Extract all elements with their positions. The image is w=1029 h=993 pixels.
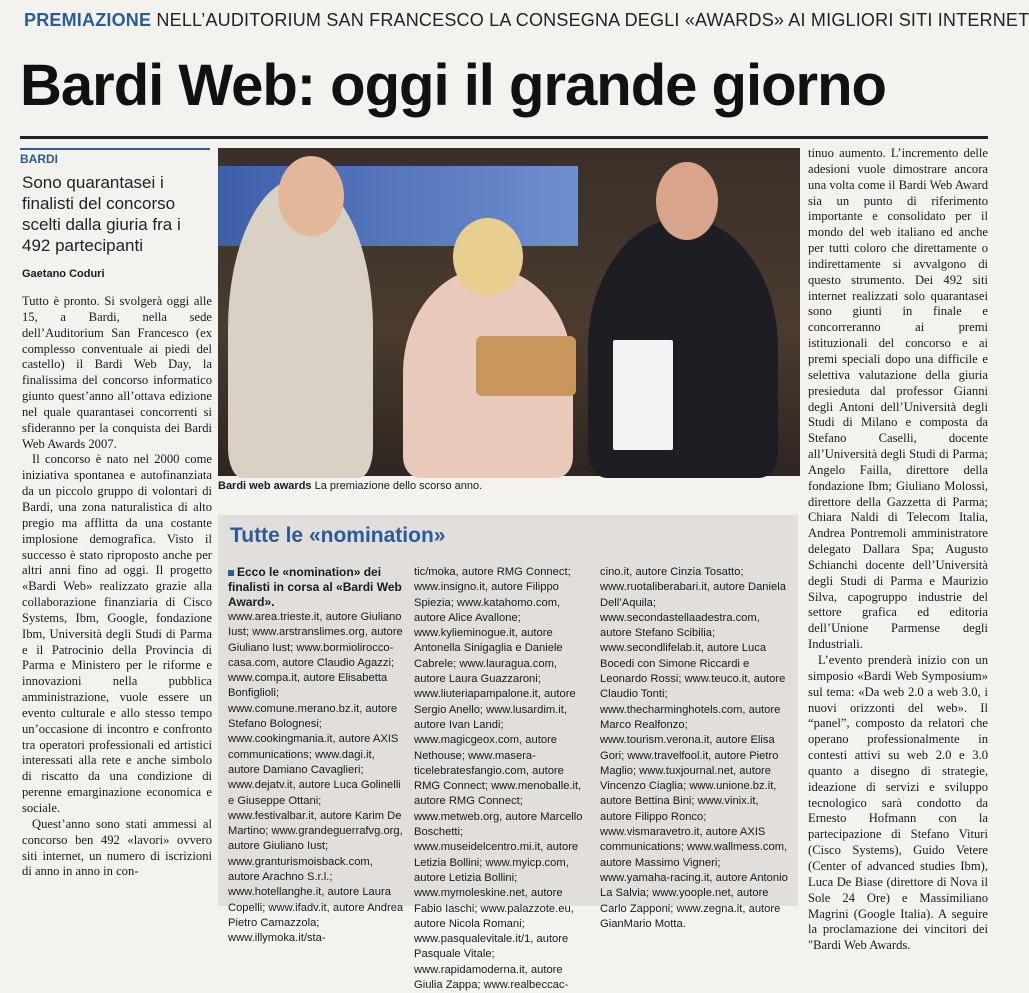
caption-text: La premiazione dello scorso anno. (314, 480, 483, 492)
nomination-box-title: Tutte le «nomination» (230, 524, 446, 547)
kicker-label: PREMIAZIONE (24, 10, 152, 30)
section-tag-label: BARDI (20, 152, 58, 166)
byline: Gaetano Coduri (22, 268, 105, 280)
kicker (24, 10, 1029, 38)
article-column-4 (808, 146, 988, 953)
subhead: Sono quarantasei i finalisti del concorso scelti dalla giuria fra i 492 partecipanti (22, 173, 181, 255)
square-bullet-icon (228, 570, 234, 576)
kicker-text: NELL’AUDITORIUM SAN FRANCESCO LA CONSEGNA DEGLI «AWARDS» AI MIGLIORI SITI INTERNET (156, 10, 1029, 30)
man-right-head (656, 162, 718, 240)
caption-bold: Bardi web awards (218, 480, 312, 492)
award-trophy (476, 336, 576, 396)
headline-rule (20, 136, 988, 139)
article-paragraph: Tutto è pronto. Si svolgerà oggi alle 15, a Bardi, nella sede dell’Auditorium San Francesco (ex complesso conventuale ai piedi del castello) il Bardi Web Day, la finalissima del concorso informatico giunto quest’anno all’ottava edizione nel quale quarantasei concorrenti si sfideranno per la conquista dei Bardi Web Awards 2007. (22, 294, 212, 451)
article-paragraph: Il concorso è nato nel 2000 come iniziativa spontanea e autofinanziata da un piccolo gruppo di volontari di Bardi, una zona naturalistica di alto pregio ma afflitta da una costante implosione demografica. Visto il successo è stato riproposto anche per altri anni fino ad oggi. Il progetto «Bardi Web» realizzato grazie alla collaborazione finanziaria di Cisco Systems, Ibm, Google, fondazione Ibm, Università degli Studi di Parma e il Patrocinio della Provincia di Parma e Ministero per le riforme e innovazioni nella pubblica amministrazione, vuole essere un evento culturale e allo stesso tempo un’occasione di incontro e confronto tra operatori professionali ed artistici interessati alla rete e anche simbolo di riscatto da una condizione di perenne emarginazione economica e sociale. (22, 452, 212, 815)
article-paragraph: tinuo aumento. L’incremento delle adesioni vuole dimostrare ancora una volta come il Bardi Web Award sia un punto di riferimento importante e consolidato per il mondo del web italiano ed anche per tutti coloro che direttamente o indirettamente si avvalgono di questo strumento. Dei 492 siti internet realizzati solo quarantasei sono giunti in finale e concorreranno ai premi istituzionali del concorso e ai premi speciali dopo una difficile e selettiva valutazione della giuria presieduta dal professor Gianni degli Antoni dell’Università degli Studi di Milano e composta da Stefano Caselli, docente all’Università degli Studi di Parma; Angelo Failla, direttore della fondazione Ibm; Giuliano Molossi, direttore della Gazzetta di Parma; Chiara Naldi di Telecom Italia, Andrea Pontremoli amministratore delegato Dallara Spa; Augusto Schianchi docente dell’Università degli Studi di Parma e Maurizio Silva, capogruppo industrie del settore grafica ed editoria dell’Unione Parmense degli Industriali. (808, 146, 988, 652)
article-paragraph: L’evento prenderà inizio con un simposio «Bardi Web Symposium» sul tema: «Da web 2.0 a web 3.0, i nuovi orizzonti del web». Il “panel”, composto da relatori che operano professionalmente in contesti attivi su web 2.0 e 3.0 quanto a disegno di strategie, ideazione di servizi e sviluppo tecnologico sarà condotto da Ernesto Hofmann con la partecipazione di Stefano Vituri (Cisco Systems), Guido Vetere (Center of advanced studies Ibm), Luca De Biase (direttore di Nova il Sole 24 Ore) e Massimiliano Magrini (Google Italia). A seguire la proclamazione dei vincitori dei "Bardi Web Awards. (808, 653, 988, 953)
paper-sheets (613, 340, 673, 450)
article-column-1 (22, 294, 212, 904)
article-paragraph: Quest’anno sono stati ammessi al concorso ben 492 «lavori» ovvero siti internet, un numero di iscrizioni di anno in anno in con- (22, 816, 212, 879)
nomination-list-1: www.area.trieste.it, autore Giuliano Iust; www.arstranslimes.org, autore Giuliano Iust; www.bormioliroccocasa.com, autore Claudio Agazzi; www.compa.it, autore Elisabetta Bonfiglioli; www.comune.merano.bz.it, autore Stefano Bolognesi; www.cookingmania.it, autore AXIS communications; www.dagi.it, autore Damiano Cavaglieri; www.dejatv.it, autore Luca Golinelli e Giuseppe Ottani; www.festivalbar.it, autore Karim De Martino; www.grandeguerrafvg.org, autore Giuliano Iust; www.granturismoisback.com, autore Arachno S.r.l.; www.hotellanghe.it, autore Laura Copelli; www.ifadv.it, autore Andrea Pietro Camazzola; www.illymoka.it/sta- (228, 611, 404, 945)
nomination-list-3: cino.it, autore Cinzia Tosatto; www.ruotaliberabari.it, autore Daniela Dell’Aquila; www.secondastellaadestra.com, autore Stefano Scibilia; www.secondlifelab.it, autore Luca Bocedi con Simone Riccardi e Leonardo Rossi; www.teuco.it, autore Claudio Tonti; www.thecharminghotels.com, autore Marco Realfonzo; www.tourism.verona.it, autore Elisa Gori; www.travelfool.it, autore Pietro Maglio; www.tuxjournal.net, autore Vincenzo Ciaglia; www.unione.bz.it, autore Bettina Bini; www.vinix.it, autore Filippo Ronco; www.vismaravetro.it, autore AXIS communications; www.wallmess.com, autore Massimo Vigneri; www.yamaha-racing.it, autore Antonio La Salvia; www.yoople.net, autore Carlo Zapponi; www.zegna.it, autore GianMario Motta. (600, 566, 788, 930)
nomination-list-2: tic/moka, autore RMG Connect; www.insigno.it, autore Filippo Spiezia; www.katahomo.com, autore Alice Avallone; www.kylieminogue.it, autore Antonella Sinigaglia e Daniele Cabrele; www.lauragua.com, autore Laura Guazzaroni; www.liuteriapampalone.it, autore Sergio Anello; www.lusardim.it, autore Ivan Landi; www.magicgeox.com, autore Nethouse; www.maseraticelebratesfangio.com, autore RMG Connect; www.menoballe.it, autore RMG Connect; www.metweb.org, autore Marcello Boschetti; www.museidelcentro.mi.it, autore Letizia Bollini; www.myicp.com, autore Letizia Bollini; www.mymoleskine.net, autore Fabio Iaschi; www.palazzote.eu, autore Nicola Romani; www.pasqualevitale.it/1, autore Pasquale Vitale; www.rapidamoderna.it, autore Giulia Zappa; www.realbeccac- (414, 566, 583, 992)
section-tag (20, 148, 210, 168)
headline: Bardi Web: oggi il grande giorno (20, 53, 886, 118)
award-photo (218, 148, 800, 476)
photo-caption (218, 480, 800, 498)
man-left-head (278, 156, 344, 236)
nomination-intro: Ecco le «nomination» dei finalisti in corsa al «Bardi Web Award». (228, 565, 402, 609)
nomination-column-2 (414, 565, 590, 992)
nomination-column-3 (600, 565, 790, 930)
nomination-column-1 (228, 565, 404, 945)
woman-head (453, 218, 523, 296)
